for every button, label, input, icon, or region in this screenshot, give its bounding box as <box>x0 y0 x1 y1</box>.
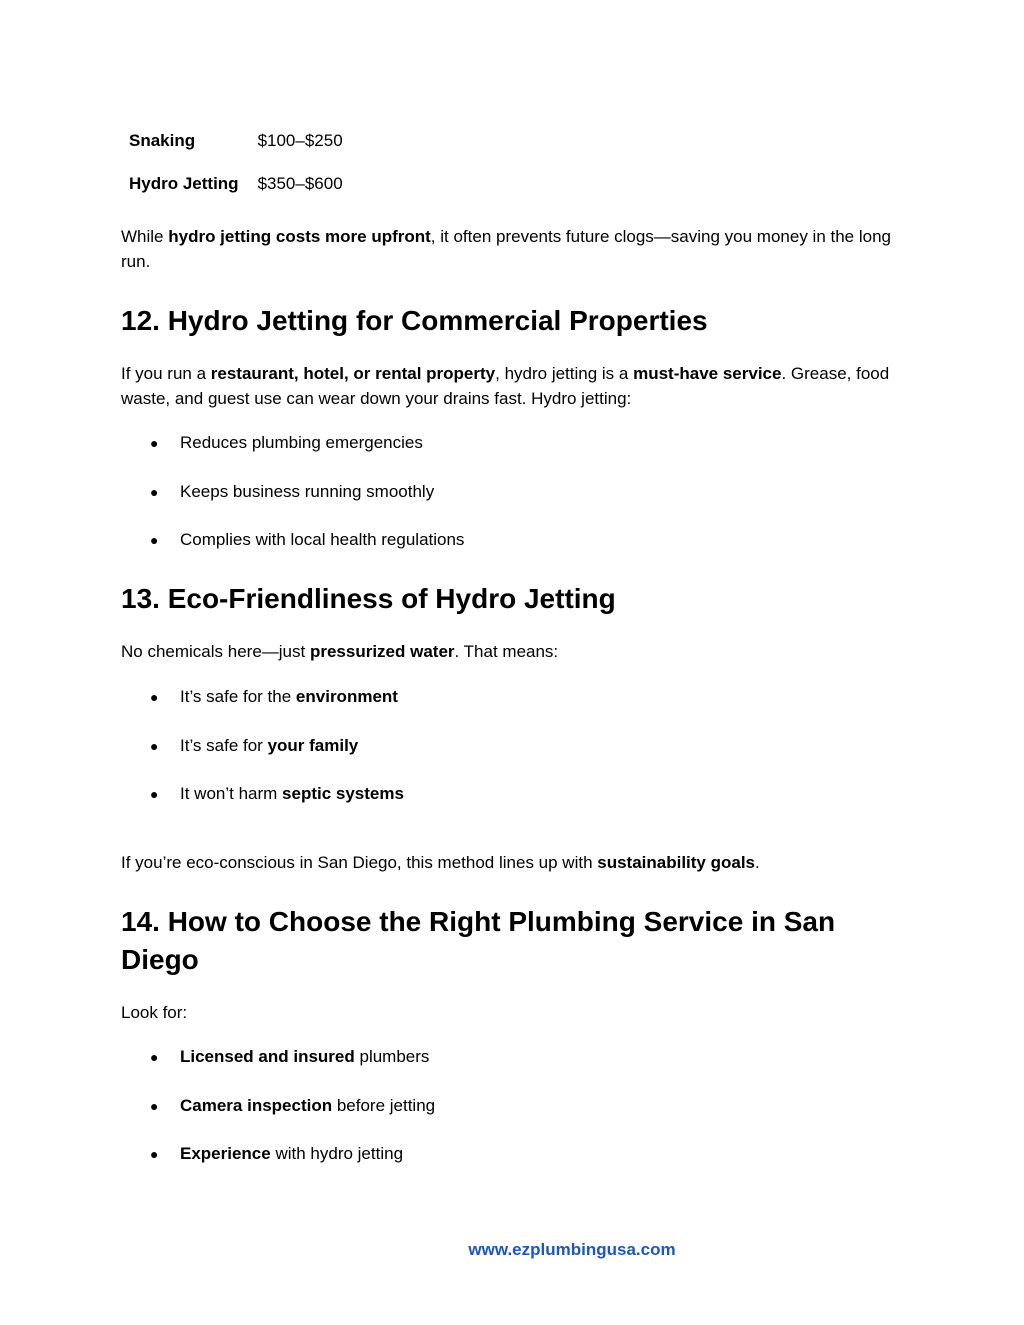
bullet-dot-icon: ● <box>150 532 159 548</box>
bold-text: septic systems <box>282 784 404 803</box>
list-item <box>150 1093 435 1119</box>
text-run: . Grease, food waste, and guest use can wear down your drains fast. Hydro jetting: <box>121 364 890 408</box>
bold-text: your family <box>267 736 359 755</box>
list-item-text: Keeps business running smoothly <box>180 482 435 501</box>
bullet-dot-icon: ● <box>150 738 159 754</box>
text-run: , it often prevents future clogs—saving you money in the long run. <box>121 227 892 271</box>
list-item-text: plumbers <box>354 1047 430 1066</box>
bold-text: hydro jetting costs more upfront <box>168 227 431 246</box>
bold-text: restaurant, hotel, or rental property <box>210 364 496 383</box>
bold-text: environment <box>295 687 398 706</box>
section-13-intro <box>121 639 901 664</box>
section-12-intro <box>121 361 901 411</box>
section-14-heading: 14. How to Choose the Right Plumbing Service in San Diego <box>121 906 836 975</box>
text-run: . <box>755 853 760 872</box>
list-item-text: with hydro jetting <box>270 1144 404 1163</box>
table-row <box>120 119 353 162</box>
list-item-text: It won’t harm <box>180 784 283 803</box>
bold-text: Licensed and insured <box>180 1047 355 1066</box>
footer-website-link[interactable]: www.ezplumbingusa.com <box>468 1240 676 1259</box>
section-12-heading: 12. Hydro Jetting for Commercial Properties <box>121 305 708 336</box>
bold-text: Camera inspection <box>180 1096 333 1115</box>
list-item <box>150 479 434 505</box>
list-item <box>150 781 404 807</box>
bullet-dot-icon: ● <box>150 1146 159 1162</box>
section-13-heading: 13. Eco-Friendliness of Hydro Jetting <box>121 583 616 614</box>
bullet-dot-icon: ● <box>150 689 159 705</box>
text-run: If you run a <box>121 364 211 383</box>
bullet-dot-icon: ● <box>150 484 159 500</box>
bullet-dot-icon: ● <box>150 1049 159 1065</box>
section-14-intro: Look for: <box>121 1003 188 1022</box>
text-run: If you’re eco-conscious in San Diego, this method lines up with <box>121 853 598 872</box>
bold-text: Experience <box>180 1144 271 1163</box>
bold-text: pressurized water <box>309 642 455 661</box>
list-item-text: Complies with local health regulations <box>180 530 465 549</box>
bold-text: sustainability goals <box>597 853 756 872</box>
list-item <box>150 684 398 710</box>
service-cell: Hydro Jetting <box>129 173 239 193</box>
text-run: No chemicals here—just <box>121 642 310 661</box>
list-item-text: It’s safe for the <box>180 687 296 706</box>
section-13-closing <box>121 850 901 875</box>
list-item-text: before jetting <box>332 1096 436 1115</box>
price-table <box>120 119 353 205</box>
list-item <box>150 733 358 759</box>
cost-cell: $350–$600 <box>257 173 343 193</box>
list-item <box>150 1044 429 1070</box>
list-item <box>150 1141 403 1167</box>
bold-text: must-have service <box>633 364 782 383</box>
text-run: . That means: <box>454 642 559 661</box>
table-row <box>120 162 353 205</box>
bullet-dot-icon: ● <box>150 435 159 451</box>
list-item <box>150 527 464 553</box>
list-item <box>150 430 423 456</box>
cost-note-paragraph <box>121 224 901 274</box>
bullet-dot-icon: ● <box>150 786 159 802</box>
service-cell: Snaking <box>129 130 196 150</box>
list-item-text: It’s safe for <box>180 736 268 755</box>
text-run: While <box>121 227 169 246</box>
bullet-dot-icon: ● <box>150 1098 159 1114</box>
list-item-text: Reduces plumbing emergencies <box>180 433 423 452</box>
text-run: , hydro jetting is a <box>495 364 634 383</box>
cost-cell: $100–$250 <box>257 130 343 150</box>
